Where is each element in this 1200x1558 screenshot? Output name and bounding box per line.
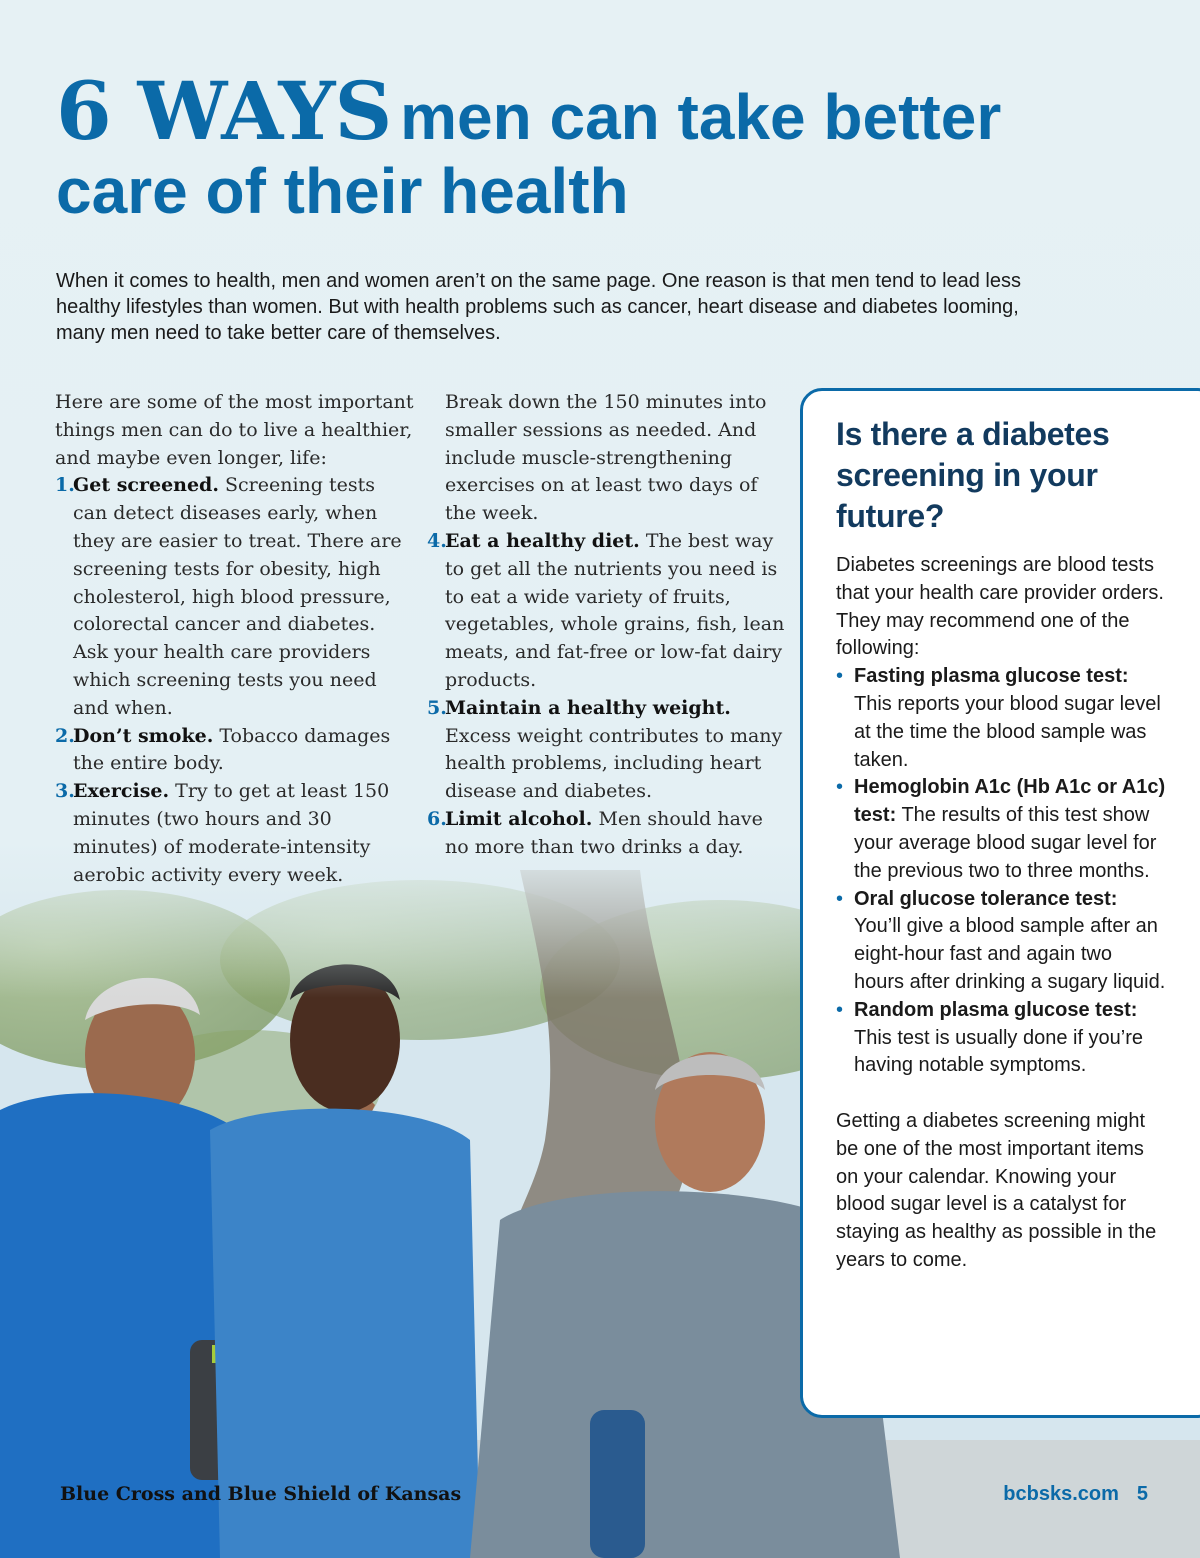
- list-item: [427, 695, 787, 806]
- item-text: Try to get at least 150 minutes (two hours and 30 minutes) of moderate-intensity aerobic activity every week.: [73, 780, 390, 886]
- list-item: [836, 663, 1166, 774]
- footer-organization: Blue Cross and Blue Shield of Kansas: [60, 1483, 462, 1505]
- footer-site-and-page: [1003, 1483, 1148, 1506]
- bullet-dot-icon: •: [836, 776, 844, 799]
- item-number: 3.: [55, 780, 75, 803]
- title-emphasis: 6 WAYS: [56, 64, 392, 158]
- test-name: Oral glucose tolerance test:: [854, 887, 1118, 910]
- sidebar-test-list: [836, 663, 1166, 1080]
- item-heading: Exercise.: [73, 780, 170, 803]
- list-item: [427, 528, 787, 695]
- list-item: [836, 774, 1166, 885]
- item-heading: Maintain a healthy weight.: [445, 696, 731, 719]
- item-number: 6.: [427, 807, 447, 830]
- list-item: [427, 806, 787, 862]
- list-item: [55, 472, 415, 722]
- list-item: [55, 778, 415, 889]
- item-number: 2.: [55, 724, 75, 747]
- sidebar-outro: Getting a diabetes screening might be one of the most important items on your calendar. Knowing your blood sugar level is a catalyst for staying as healthy as possible in the years to come.: [836, 1109, 1157, 1271]
- title-line-2: care of their health: [56, 155, 629, 227]
- test-name: Hemoglobin A1c (Hb A1c or A1c) test:: [854, 776, 1166, 827]
- list-item: [836, 997, 1166, 1080]
- article-column-1: [55, 389, 415, 889]
- page-title: [56, 64, 1001, 228]
- test-name: Fasting plasma glucose test:: [854, 665, 1129, 688]
- item-text: Excess weight contributes to many health problems, including heart disease and diabetes.: [445, 724, 783, 803]
- test-description: This reports your blood sugar level at the time the blood sample was taken.: [854, 692, 1161, 771]
- item-text: Tobacco damages the entire body.: [73, 724, 391, 775]
- sidebar-body: [836, 552, 1166, 1275]
- test-description: This test is usually done if you’re having notable symptoms.: [854, 1026, 1144, 1077]
- item-heading: Limit alcohol.: [445, 807, 593, 830]
- footer-website-link[interactable]: bcbsks.com: [1003, 1483, 1119, 1505]
- intro-paragraph: When it comes to health, men and women aren’t on the same page. One reason is that men tend to lead less healthy lifestyles than women. But with health problems such as cancer, heart disease and diabetes looming, many men need to take better care of themselves.: [56, 270, 1021, 344]
- item-number: 1.: [55, 474, 75, 497]
- bullet-dot-icon: •: [836, 887, 844, 910]
- article-column-2: [427, 389, 787, 862]
- list-item: [55, 723, 415, 779]
- test-description: You’ll give a blood sample after an eight-hour fast and again two hours after drinking a sugary liquid.: [854, 915, 1166, 993]
- bullet-dot-icon: •: [836, 665, 844, 688]
- page-number: 5: [1136, 1483, 1148, 1505]
- test-name: Random plasma glucose test:: [854, 998, 1138, 1021]
- item-text: Men should have no more than two drinks a day.: [445, 807, 763, 858]
- item-text: The best way to get all the nutrients you need is to eat a wide variety of fruits, vegetables, whole grains, fish, lean meats, and fat-free or low-fat dairy products.: [445, 529, 785, 691]
- item-text: Screening tests can detect diseases early, when they are easier to treat. There are screening tests for obesity, high cholesterol, high blood pressure, colorectal cancer and diabetes. Ask your health care providers which screening tests you need and when.: [73, 474, 402, 719]
- lead-paragraph: Here are some of the most important things men can do to live a healthier, and maybe even longer, life:: [55, 391, 414, 469]
- test-description: The results of this test show your average blood sugar level for the previous two to three months.: [854, 804, 1157, 882]
- item-number: 4.: [427, 529, 447, 552]
- item-heading: Get screened.: [73, 474, 219, 497]
- exercise-continuation: Break down the 150 minutes into smaller sessions as needed. And include muscle-strengthening exercises on at least two days of the week.: [445, 391, 767, 525]
- item-heading: Eat a healthy diet.: [445, 529, 640, 552]
- sidebar-title: Is there a diabetes screening in your future?: [836, 416, 1110, 534]
- item-number: 5.: [427, 696, 447, 719]
- title-rest: men can take better: [400, 81, 1002, 153]
- bullet-dot-icon: •: [836, 998, 844, 1021]
- sidebar-intro: Diabetes screenings are blood tests that your health care provider orders. They may recommend one of the following:: [836, 554, 1164, 660]
- list-item: [836, 886, 1166, 997]
- item-heading: Don’t smoke.: [73, 724, 214, 747]
